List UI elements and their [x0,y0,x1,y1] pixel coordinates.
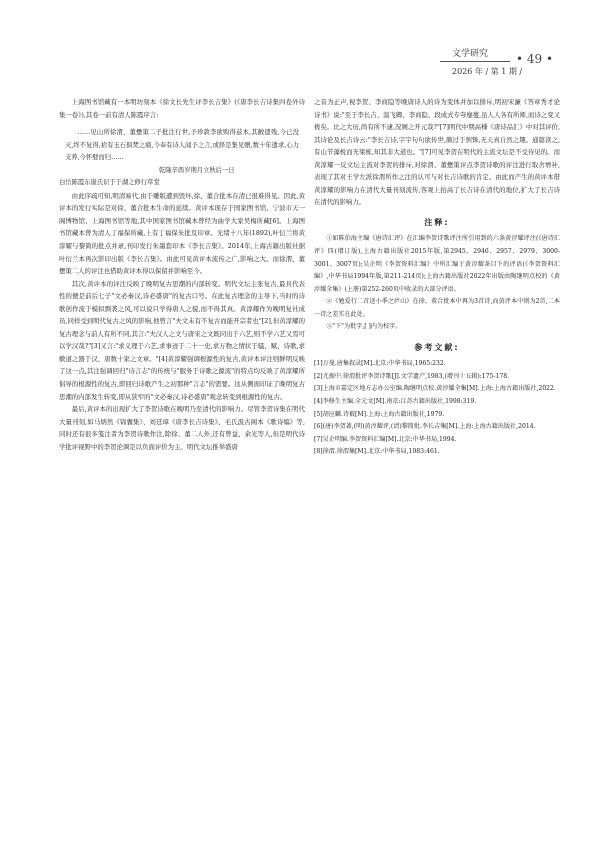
reference-item: [3]上海市嘉定区地方志办公室编.陶继明点校.黄淳耀全集[M].上海:上海古籍出版社,2022. [314,385,556,393]
quote-signature-place: 白岳陈霞东崖氏识于于湖之修行草堂 [59,179,160,187]
header-divider [440,61,510,62]
paragraph: 上海图书馆藏有一本明坊刻本《徐文长先生评李长吉集》(《唐李长吉诗集四卷外诗集一卷》),其卷一前有清人陈霞序言: [59,98,305,119]
issue-label: 2026 年 / 第 1 期 / [452,67,523,76]
reference-item: [5]胡应麟.诗薮[M].上海:上海古籍出版社,1979. [314,410,445,418]
page-number: • 49 • [516,52,554,66]
reference-item: [1]万曼.唐集叙录[M].北京:中华书局,1965:232. [314,360,446,368]
paragraph: 由此序疏可知,明清易代,由于雕版遭到毁坏,徐、董合批本在清已很难得见。因此,黄评本的发行实际是对徐、董合批本生命的延续。黄评本现存于国家图书馆、宁波市天一阁博物馆、上海图书馆等地,其中国家图书馆藏本曾经为曲学大家吴梅所藏[6]。上海图书馆藏本曾为清人丁福保所藏,上有丁福保朱批及印章。光绪十八年(1892),叶衍兰将黄淳耀与黎简的批点并录,刊印发行朱墨套印本《李长吉集》。2014年,上海古籍出版社据叶衍兰本再次影印出版《李长吉集》。由此可见黄评本流传之广,影响之大。而徐渭、董懋策二人的评注也借助黄评本得以保留并影响至今。 [59,191,305,276]
note-item: ②《勉爱行二首送小季之庐山》在徐、董合批本中再为3首诗,而黄评本中则为2首,二本一诗之差实在此处。 [314,298,560,318]
note-item: ①如陈伯海主编《唐诗汇评》在汇编李贺诗歌评注所引用到的六条黄淳耀评注(《唐诗汇评》四(增订版),上海古籍出版社2015年版,第2945、2946、2957、2979、3000-3001、3007页);吴企明《李贺资料汇编》中所汇编于黄淳耀条目下的评语(《李贺资料汇编》,中华书局1994年版,第211-214页);上海古籍出版社2022年出版由陶继明点校的《黄淳耀全集》(上册)第252-260页中收录的大部分评语。 [314,235,560,293]
reference-item: [8]徐渭.徐渭集[M].北京:中华书局,1983:461. [314,448,440,456]
paragraph: 之音为正声,视李贺、李商隐等晚唐诗人的诗为变体并加以排斥,明初宋濂《答章秀才论诗书》说:"至于李长吉、温飞卿、李商隐、段成式专夸靡蔓,虽人人各有所师,而诗之变又极矣。比之大历,尚有所不逮,况厕之开元哉?"[7]明代中期高棅《唐诗品汇》中对其评价,其诗论及长吉诗云:"李长吉诗,字字句句欲传世,颇过于刿铢,无天真自然之趣。通篇读之,有山节藻棁而无梁栋,知其非大道也。"[7]可见李贺在明代的主流文坛是不受待见的。而黄淳耀一反文坛主流对李贺的排斥,对徐渭、董懋策评点李贺诗歌的评注进行取舍增补,表现了其对王学左派徐渭所作之注的认可与对长吉诗歌的肯定。由此而产生的黄评本借黄淳耀的影响力在清代大量刊刻流传,客观上抬高了长吉诗在清代的地位,扩大了长吉诗在清代的影响力。 [314,98,560,207]
notes-heading: 注释: [424,217,450,227]
paragraph: 其次,黄评本的评注反映了晚明复古思潮的内部转变。明代文坛主张复古,最具代表性的便是前后七子"文必秦汉,诗必盛唐"的复古口号。在此复古理念的主导下,当时的诗歌创作流于模拟剽袭之风,可以说只学得唐人之貌,而不得其真。黄淳耀作为晚明复社成员,同样受到明代复古之风的影响,他曾言"夫文未有不复古而能开宗者也"[2],但黄淳耀的复古理念与前人有所不同,其言:"夫汉人之文与唐宋之文既同出于六艺,则不学六艺又焉可以学汉哉?"[3]又言:"求义理于六艺,求事迹于二十一史,求万物之情状于骚、赋、诗歌,求敷道之器于汉、唐数十家之文章。"[4]黄淳耀强调根源性的复古,黄评本评注则鲜明反映了这一点,其注强调回归"诗言志"的传统与"服务于诗歌之源流"的特点均反映了黄淳耀所倡导的根源性的复古,即回归诗歌产生之初那种"言志"的需要。这从侧面印证了晚明复古思潮的内部发生转变,即从狭窄的"文必秦汉,诗必盛唐"观念转变到根源性的复古。 [59,279,305,401]
journal-section-title: 文学研究 [452,49,489,59]
reference-item: [6](唐)李贺著,(明)黄淳耀评,(清)黎简批.李长吉集[M].上海:上海古籍出版社,2014. [314,423,536,431]
right-column [314,96,560,459]
reference-item: [2]尤振中.徐渭批评李贺诗歌[J].文学遗产,1983,(增刊十五辑):175-178. [314,372,510,380]
block-quote: ……见山所徐渭、董懋策二子批注行世,予珍敦李欲购得兹本,其敝遗残,今已没灭,终不复得,袷有玉石俱焚之痛,今奉有诗人闻予之言,或择是集见赠,数十年遗求,心力支养,今怀嬖而归…… [65,129,299,162]
reference-item: [4]李修生主编.全元文[M].南京:江苏古籍出版社,1998:319. [314,398,477,406]
note-item: ③"下"为批字,[ ]内为校字。 [326,323,402,331]
paragraph: 最后,黄评本的出现扩大了李贺诗歌在晚明乃至清代的影响力。尽管李贺诗集在明代大量刊刻,如马炳然《锦囊集》、刘廷璋《唐李长吉诗集》、毛氏汲古阁本《歌诗编》等,同时还有很多笺注者为李贺诗歌作注,除徐、董二人外,还有曾益、余光等人,但是明代诗学批评视野中的李贺论调是以负面评价为主。明代文坛推举盛唐 [59,405,305,451]
reference-item: [7]吴企明编.李贺资料汇编[M].北京:中华书局,1994. [314,435,457,443]
left-column [59,96,305,453]
references-heading: 参考文献: [414,342,460,352]
quote-signature-date: 乾隆辛酉岁荆月立秋后一日 [159,166,235,174]
